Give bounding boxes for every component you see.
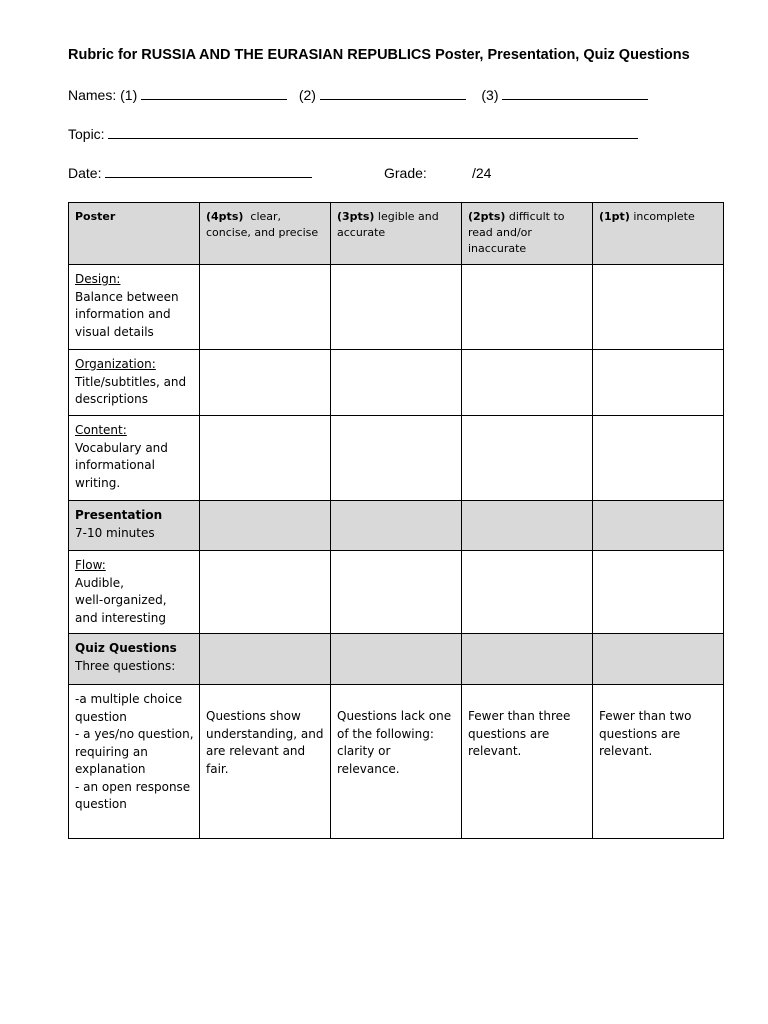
quiz-2pts-desc: Fewer than three questions are relevant. xyxy=(462,685,593,839)
flow-desc-3: and interesting xyxy=(75,610,166,625)
criterion-quiz-types xyxy=(69,685,200,839)
header-row xyxy=(69,203,724,265)
score-cell[interactable] xyxy=(331,416,462,501)
header-2pts-desc: difficult to read and/or inaccurate xyxy=(468,210,565,255)
header-2pts xyxy=(462,203,593,265)
organization-desc: Title/subtitles, and descriptions xyxy=(75,374,187,406)
score-cell[interactable] xyxy=(593,350,724,416)
score-cell[interactable] xyxy=(200,350,331,416)
flow-desc-2: well-organized, xyxy=(75,593,167,607)
topic-label: Topic: xyxy=(68,126,105,142)
header-poster: Poster xyxy=(75,210,116,223)
quiz-4pts-desc: Questions show understanding, and are relevant and fair. xyxy=(200,685,331,839)
score-cell[interactable] xyxy=(200,551,331,634)
score-cell[interactable] xyxy=(593,265,724,350)
criterion-design xyxy=(69,265,200,350)
topic-field[interactable] xyxy=(108,126,638,139)
date-line xyxy=(68,165,508,181)
quiz-type-2: - a yes/no question, requiring an explanation xyxy=(75,727,194,776)
presentation-desc: 7-10 minutes xyxy=(75,525,155,540)
name-3-field[interactable] xyxy=(502,87,648,100)
grade-value: /24 xyxy=(472,165,492,181)
score-cell[interactable] xyxy=(331,350,462,416)
date-label: Date: xyxy=(68,165,102,181)
quiz-type-1: -a multiple choice question xyxy=(75,692,183,724)
table-row-quiz xyxy=(69,634,724,685)
score-cell[interactable] xyxy=(593,416,724,501)
quiz-type-3: - an open response question xyxy=(75,779,191,811)
table-row-content xyxy=(69,416,724,501)
presentation-title: Presentation xyxy=(75,508,163,522)
name-1-label: (1) xyxy=(120,87,138,103)
header-2pts-label: (2pts) xyxy=(468,210,506,223)
header-category xyxy=(69,203,200,265)
flow-desc-1: Audible, xyxy=(75,575,124,590)
name-2-label: (2) xyxy=(298,87,316,103)
section-presentation xyxy=(69,501,200,551)
content-title: Content: xyxy=(75,423,127,437)
quiz-title: Quiz Questions xyxy=(75,641,177,655)
name-1-field[interactable] xyxy=(141,87,287,100)
header-4pts-desc: clear, concise, and precise xyxy=(206,210,319,239)
header-1pt xyxy=(593,203,724,265)
content-desc: Vocabulary and informational writing. xyxy=(75,440,168,490)
score-cell[interactable] xyxy=(462,350,593,416)
header-4pts-label: (4pts) xyxy=(206,210,244,223)
name-2-field[interactable] xyxy=(320,87,466,100)
table-row-flow xyxy=(69,551,724,634)
rubric-table xyxy=(68,202,724,839)
design-desc: Balance between information and visual details xyxy=(75,289,179,339)
quiz-desc: Three questions: xyxy=(75,658,176,673)
score-cell[interactable] xyxy=(331,551,462,634)
score-cell[interactable] xyxy=(200,265,331,350)
header-3pts-label: (3pts) xyxy=(337,210,375,223)
header-4pts xyxy=(200,203,331,265)
header-1pt-desc: incomplete xyxy=(633,210,695,223)
design-title: Design: xyxy=(75,272,121,286)
names-label: Names: xyxy=(68,87,117,103)
date-field[interactable] xyxy=(105,165,312,178)
section-quiz xyxy=(69,634,200,685)
name-3-label: (3) xyxy=(481,87,499,103)
flow-title: Flow: xyxy=(75,558,106,572)
score-cell[interactable] xyxy=(462,416,593,501)
topic-line xyxy=(68,126,638,142)
quiz-3pts-desc: Questions lack one of the following: clarity or relevance. xyxy=(331,685,462,839)
score-cell[interactable] xyxy=(462,551,593,634)
grade-label: Grade: xyxy=(384,165,427,181)
quiz-1pt-desc: Fewer than two questions are relevant. xyxy=(593,685,724,839)
criterion-organization xyxy=(69,350,200,416)
organization-title: Organization: xyxy=(75,357,156,371)
score-cell[interactable] xyxy=(200,416,331,501)
table-row-design xyxy=(69,265,724,350)
criterion-flow xyxy=(69,551,200,634)
header-3pts-desc: legible and accurate xyxy=(337,210,439,239)
score-cell[interactable] xyxy=(462,265,593,350)
header-3pts xyxy=(331,203,462,265)
header-1pt-label: (1pt) xyxy=(599,210,630,223)
page-title: Rubric for RUSSIA AND THE EURASIAN REPUBLICS Poster, Presentation, Quiz Questions xyxy=(68,47,690,63)
score-cell[interactable] xyxy=(331,265,462,350)
score-cell[interactable] xyxy=(593,551,724,634)
table-row-organization xyxy=(69,350,724,416)
table-row-presentation xyxy=(69,501,724,551)
table-row-quiz-detail xyxy=(69,685,724,839)
names-line xyxy=(68,87,648,103)
criterion-content xyxy=(69,416,200,501)
